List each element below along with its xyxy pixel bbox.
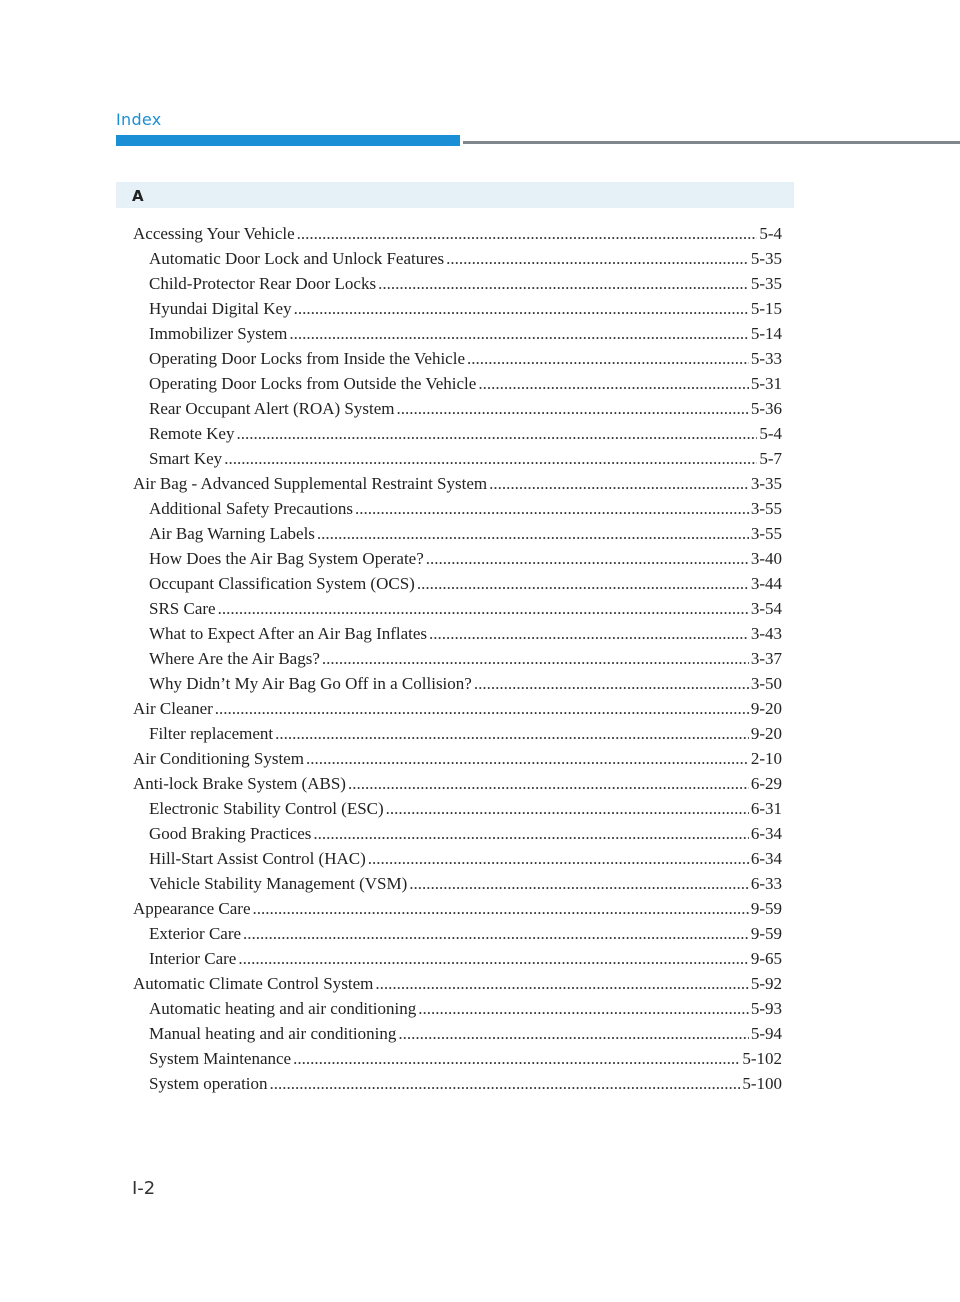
index-entry-label: Hyundai Digital Key xyxy=(149,299,292,318)
dot-leader xyxy=(306,746,749,771)
index-entry-page: 9-20 xyxy=(750,699,782,718)
dot-leader xyxy=(417,571,749,596)
dot-leader xyxy=(218,596,749,621)
index-entry[interactable] xyxy=(133,596,782,621)
dot-leader xyxy=(270,1071,741,1096)
index-entry[interactable] xyxy=(133,846,782,871)
index-entry[interactable] xyxy=(133,721,782,746)
index-entry-label: Smart Key xyxy=(149,449,223,468)
header-accent-bar xyxy=(116,135,460,146)
index-entry-label: Hill-Start Assist Control (HAC) xyxy=(149,849,366,868)
dot-leader xyxy=(355,496,749,521)
index-entry-label: Additional Safety Precautions xyxy=(149,499,353,518)
index-entry-label: Air Bag - Advanced Supplemental Restraint System xyxy=(133,474,488,493)
dot-leader xyxy=(313,821,748,846)
index-entry[interactable] xyxy=(133,946,782,971)
index-entry-label: Exterior Care xyxy=(149,924,242,943)
section-letter: A xyxy=(132,187,144,205)
index-entry-page: 6-34 xyxy=(750,849,782,868)
index-entry[interactable] xyxy=(133,496,782,521)
index-entry-label: Automatic Climate Control System xyxy=(133,974,374,993)
index-entry-label: Automatic Door Lock and Unlock Features xyxy=(149,249,445,268)
index-entry-label: SRS Care xyxy=(149,599,216,618)
index-entry-page: 5-33 xyxy=(750,349,782,368)
index-entry[interactable] xyxy=(133,1071,782,1096)
index-entry-label: Child-Protector Rear Door Locks xyxy=(149,274,377,293)
dot-leader xyxy=(348,771,749,796)
index-entry-label: Filter replacement xyxy=(149,724,274,743)
index-entry-page: 5-102 xyxy=(742,1049,782,1068)
index-entry[interactable] xyxy=(133,246,782,271)
index-entry-page: 3-40 xyxy=(750,549,782,568)
dot-leader xyxy=(317,521,749,546)
index-entry-page: 5-36 xyxy=(750,399,782,418)
index-entry-label: Accessing Your Vehicle xyxy=(133,224,295,243)
index-entry-label: Immobilizer System xyxy=(149,324,288,343)
dot-leader xyxy=(426,546,749,571)
index-entry-label: Electronic Stability Control (ESC) xyxy=(149,799,384,818)
index-entry-label: What to Expect After an Air Bag Inflates xyxy=(149,624,428,643)
header-divider-line xyxy=(463,141,960,144)
index-entry[interactable] xyxy=(133,971,782,996)
index-entry-label: Air Cleaner xyxy=(133,699,213,718)
index-entry-label: Occupant Classification System (OCS) xyxy=(149,574,415,593)
index-entry[interactable] xyxy=(133,796,782,821)
index-entry-page: 9-65 xyxy=(750,949,782,968)
dot-leader xyxy=(489,471,749,496)
index-entry-label: Operating Door Locks from Outside the Vehicle xyxy=(149,374,477,393)
dot-leader xyxy=(446,246,749,271)
index-entry-page: 3-55 xyxy=(750,499,782,518)
index-entry[interactable] xyxy=(133,1046,782,1071)
index-entry-label: Why Didn’t My Air Bag Go Off in a Collision? xyxy=(149,674,472,693)
dot-leader xyxy=(243,921,749,946)
index-entry-label: Automatic heating and air conditioning xyxy=(149,999,417,1018)
dot-leader xyxy=(398,1021,748,1046)
index-entry[interactable] xyxy=(133,921,782,946)
index-entry-label: Rear Occupant Alert (ROA) System xyxy=(149,399,395,418)
index-entry-label: Where Are the Air Bags? xyxy=(149,649,320,668)
dot-leader xyxy=(397,396,749,421)
index-entry[interactable] xyxy=(133,371,782,396)
index-entry-page: 5-35 xyxy=(750,274,782,293)
index-entry-page: 3-43 xyxy=(750,624,782,643)
index-entry-page: 5-100 xyxy=(742,1074,782,1093)
index-entry-page: 3-50 xyxy=(750,674,782,693)
index-entry[interactable] xyxy=(133,546,782,571)
index-entry-label: Remote Key xyxy=(149,424,235,443)
index-entry[interactable] xyxy=(133,821,782,846)
index-entry[interactable] xyxy=(133,271,782,296)
index-entry-page: 3-44 xyxy=(750,574,782,593)
index-entry-label: Appearance Care xyxy=(133,899,251,918)
dot-leader xyxy=(297,221,758,246)
index-entry-label: Operating Door Locks from Inside the Vehicle xyxy=(149,349,465,368)
index-entry-label: System operation xyxy=(149,1074,268,1093)
index-entry-page: 6-34 xyxy=(750,824,782,843)
index-entry[interactable] xyxy=(133,621,782,646)
index-entry-page: 9-59 xyxy=(750,924,782,943)
index-entry-page: 3-35 xyxy=(750,474,782,493)
index-entry[interactable] xyxy=(133,871,782,896)
index-entry-label: Manual heating and air conditioning xyxy=(149,1024,397,1043)
index-entry-page: 9-59 xyxy=(750,899,782,918)
index-list xyxy=(133,221,782,1096)
dot-leader xyxy=(386,796,749,821)
index-entry-page: 6-29 xyxy=(750,774,782,793)
index-entry-label: System Maintenance xyxy=(149,1049,292,1068)
dot-leader xyxy=(429,621,749,646)
dot-leader xyxy=(293,1046,740,1071)
index-entry[interactable] xyxy=(133,671,782,696)
index-entry-label: Good Braking Practices xyxy=(149,824,312,843)
index-entry-label: How Does the Air Bag System Operate? xyxy=(149,549,424,568)
index-entry[interactable] xyxy=(133,221,782,246)
dot-leader xyxy=(275,721,749,746)
index-entry-page: 9-20 xyxy=(750,724,782,743)
index-entry[interactable] xyxy=(133,771,782,796)
index-entry-page: 5-94 xyxy=(750,1024,782,1043)
index-entry-page: 5-15 xyxy=(750,299,782,318)
index-entry-label: Vehicle Stability Management (VSM) xyxy=(149,874,408,893)
index-entry-page: 3-55 xyxy=(750,524,782,543)
dot-leader xyxy=(478,371,749,396)
index-entry-page: 5-35 xyxy=(750,249,782,268)
page-header-title: Index xyxy=(116,110,162,129)
dot-leader xyxy=(253,896,749,921)
index-entry-label: Air Bag Warning Labels xyxy=(149,524,315,543)
dot-leader xyxy=(238,946,749,971)
index-entry[interactable] xyxy=(133,1021,782,1046)
dot-leader xyxy=(236,421,757,446)
dot-leader xyxy=(215,696,749,721)
index-entry-page: 5-4 xyxy=(759,224,782,243)
dot-leader xyxy=(467,346,749,371)
index-entry-page: 5-31 xyxy=(750,374,782,393)
dot-leader xyxy=(378,271,749,296)
index-entry-page: 5-92 xyxy=(750,974,782,993)
section-band xyxy=(116,182,794,208)
index-entry[interactable] xyxy=(133,696,782,721)
index-entry[interactable] xyxy=(133,321,782,346)
index-entry[interactable] xyxy=(133,346,782,371)
index-entry-page: 6-33 xyxy=(750,874,782,893)
dot-leader xyxy=(418,996,749,1021)
dot-leader xyxy=(409,871,749,896)
index-entry-label: Interior Care xyxy=(149,949,237,968)
index-entry-label: Anti-lock Brake System (ABS) xyxy=(133,774,346,793)
index-entry[interactable] xyxy=(133,396,782,421)
index-entry[interactable] xyxy=(133,446,782,471)
dot-leader xyxy=(224,446,757,471)
index-entry-page: 6-31 xyxy=(750,799,782,818)
dot-leader xyxy=(294,296,749,321)
index-entry[interactable] xyxy=(133,421,782,446)
index-entry[interactable] xyxy=(133,646,782,671)
index-entry-page: 3-37 xyxy=(750,649,782,668)
index-entry-page: 5-14 xyxy=(750,324,782,343)
page-number: I-2 xyxy=(132,1178,156,1199)
index-entry-page: 3-54 xyxy=(750,599,782,618)
index-entry-page: 2-10 xyxy=(750,749,782,768)
index-entry[interactable] xyxy=(133,571,782,596)
index-entry-page: 5-7 xyxy=(759,449,782,468)
index-entry[interactable] xyxy=(133,521,782,546)
index-entry-label: Air Conditioning System xyxy=(133,749,304,768)
dot-leader xyxy=(289,321,748,346)
dot-leader xyxy=(368,846,749,871)
index-entry[interactable] xyxy=(133,296,782,321)
dot-leader xyxy=(474,671,749,696)
dot-leader xyxy=(375,971,748,996)
index-entry-page: 5-93 xyxy=(750,999,782,1018)
index-entry[interactable] xyxy=(133,896,782,921)
index-entry[interactable] xyxy=(133,471,782,496)
index-entry[interactable] xyxy=(133,996,782,1021)
index-entry[interactable] xyxy=(133,746,782,771)
index-entry-page: 5-4 xyxy=(759,424,782,443)
dot-leader xyxy=(322,646,749,671)
